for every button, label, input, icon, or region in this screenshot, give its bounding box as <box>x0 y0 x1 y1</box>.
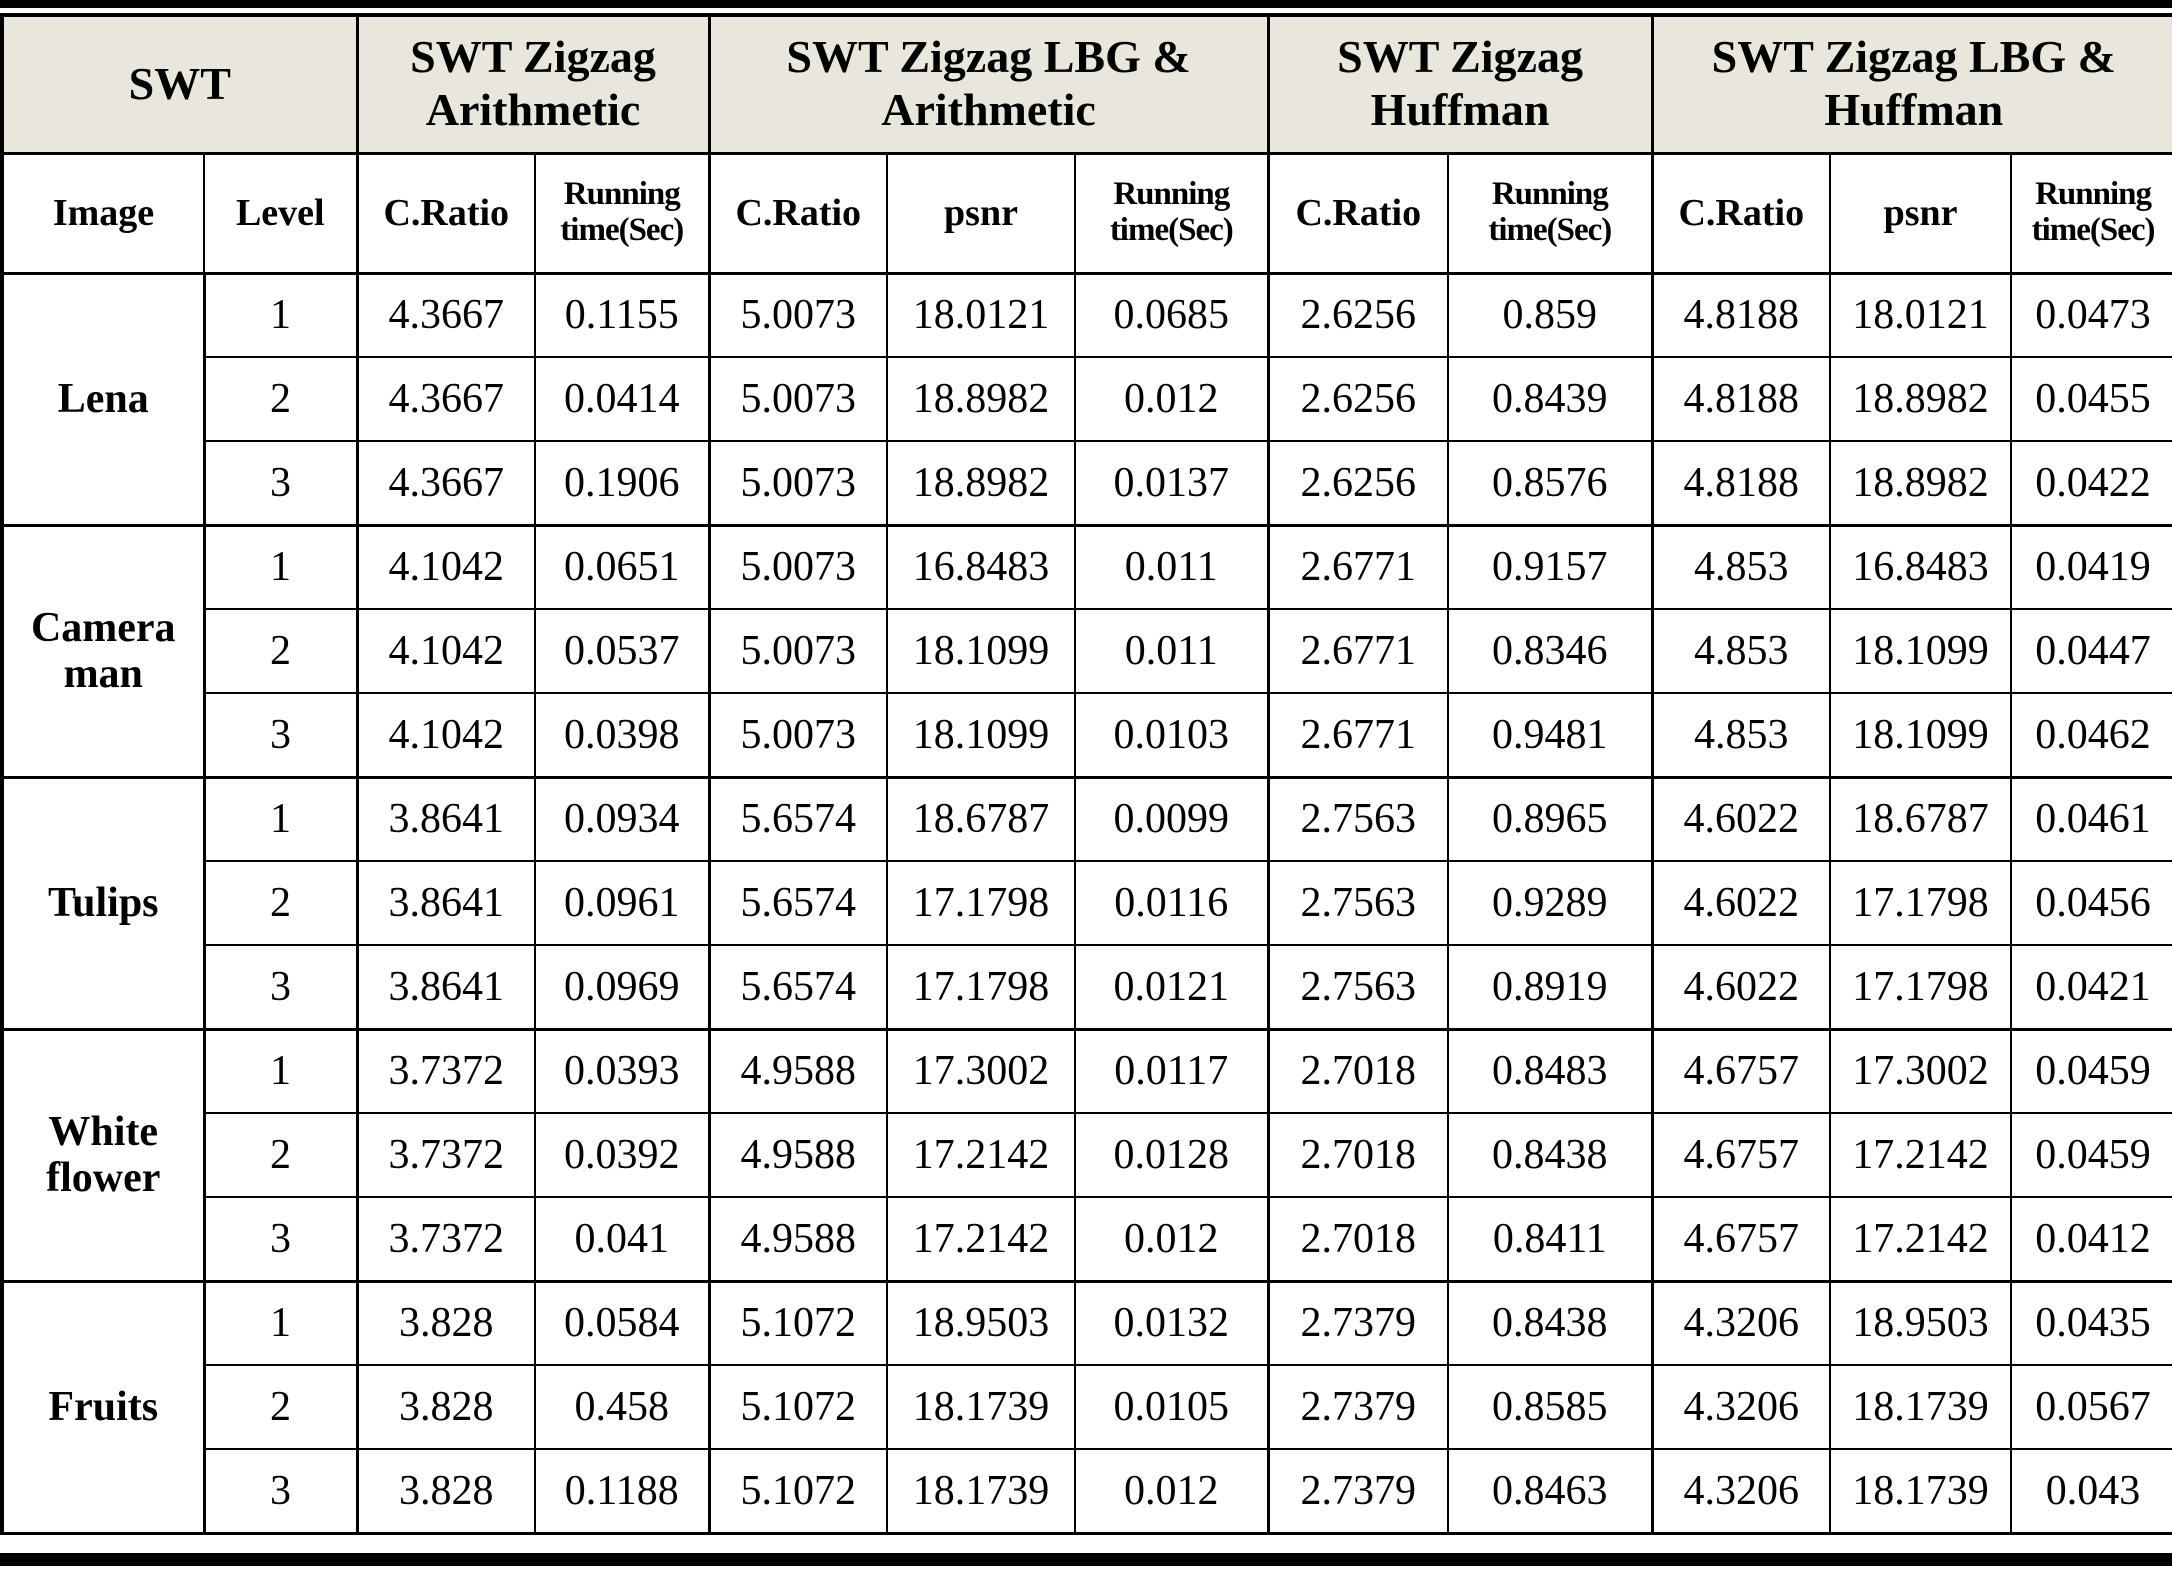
value-cell: 0.8483 <box>1448 1029 1652 1113</box>
table-header <box>2 15 2172 273</box>
level-cell: 3 <box>204 945 357 1029</box>
level-cell: 3 <box>204 441 357 525</box>
image-name-cell: Camera man <box>2 525 204 777</box>
value-cell: 0.0961 <box>535 861 709 945</box>
value-cell: 4.6757 <box>1652 1029 1830 1113</box>
value-cell: 0.0132 <box>1075 1281 1268 1365</box>
column-header: psnr <box>887 153 1075 273</box>
value-cell: 0.0934 <box>535 777 709 861</box>
value-cell: 0.0459 <box>2011 1113 2172 1197</box>
value-cell: 4.3667 <box>357 441 535 525</box>
value-cell: 2.7018 <box>1268 1113 1448 1197</box>
table-row <box>2 777 2172 861</box>
value-cell: 5.6574 <box>709 777 887 861</box>
value-cell: 18.1739 <box>1830 1449 2011 1533</box>
value-cell: 4.6757 <box>1652 1113 1830 1197</box>
image-name-cell: Lena <box>2 273 204 525</box>
level-cell: 2 <box>204 1365 357 1449</box>
value-cell: 18.0121 <box>1830 273 2011 357</box>
value-cell: 0.0137 <box>1075 441 1268 525</box>
value-cell: 0.012 <box>1075 1449 1268 1533</box>
column-header: C.Ratio <box>1652 153 1830 273</box>
value-cell: 0.0422 <box>2011 441 2172 525</box>
value-cell: 2.6771 <box>1268 693 1448 777</box>
table-row <box>2 861 2172 945</box>
group-header: SWT Zigzag Arithmetic <box>357 15 709 153</box>
value-cell: 2.7563 <box>1268 777 1448 861</box>
value-cell: 0.0537 <box>535 609 709 693</box>
table-row <box>2 273 2172 357</box>
value-cell: 4.853 <box>1652 693 1830 777</box>
table-row <box>2 1281 2172 1365</box>
value-cell: 2.6256 <box>1268 357 1448 441</box>
value-cell: 0.8585 <box>1448 1365 1652 1449</box>
value-cell: 2.7379 <box>1268 1449 1448 1533</box>
value-cell: 0.012 <box>1075 357 1268 441</box>
table-row <box>2 1113 2172 1197</box>
value-cell: 5.1072 <box>709 1449 887 1533</box>
results-table <box>0 13 2172 1535</box>
column-header: C.Ratio <box>357 153 535 273</box>
value-cell: 4.3667 <box>357 273 535 357</box>
value-cell: 0.1906 <box>535 441 709 525</box>
value-cell: 16.8483 <box>1830 525 2011 609</box>
value-cell: 0.8346 <box>1448 609 1652 693</box>
value-cell: 17.1798 <box>1830 945 2011 1029</box>
value-cell: 5.0073 <box>709 609 887 693</box>
value-cell: 2.7018 <box>1268 1197 1448 1281</box>
value-cell: 4.1042 <box>357 525 535 609</box>
value-cell: 3.7372 <box>357 1197 535 1281</box>
value-cell: 0.0461 <box>2011 777 2172 861</box>
column-header: Running time(Sec) <box>2011 153 2172 273</box>
value-cell: 2.7563 <box>1268 861 1448 945</box>
level-cell: 1 <box>204 1029 357 1113</box>
value-cell: 17.3002 <box>887 1029 1075 1113</box>
value-cell: 17.2142 <box>887 1113 1075 1197</box>
table-row <box>2 525 2172 609</box>
value-cell: 0.0398 <box>535 693 709 777</box>
value-cell: 0.0567 <box>2011 1365 2172 1449</box>
value-cell: 5.0073 <box>709 273 887 357</box>
value-cell: 0.458 <box>535 1365 709 1449</box>
value-cell: 4.6022 <box>1652 861 1830 945</box>
column-header: psnr <box>1830 153 2011 273</box>
value-cell: 4.6022 <box>1652 945 1830 1029</box>
value-cell: 0.0447 <box>2011 609 2172 693</box>
value-cell: 17.3002 <box>1830 1029 2011 1113</box>
value-cell: 0.0419 <box>2011 525 2172 609</box>
level-cell: 2 <box>204 861 357 945</box>
value-cell: 17.2142 <box>1830 1113 2011 1197</box>
value-cell: 18.8982 <box>1830 357 2011 441</box>
value-cell: 0.0456 <box>2011 861 2172 945</box>
table-row <box>2 1197 2172 1281</box>
value-cell: 0.0685 <box>1075 273 1268 357</box>
value-cell: 5.0073 <box>709 693 887 777</box>
value-cell: 3.828 <box>357 1281 535 1365</box>
level-cell: 3 <box>204 1449 357 1533</box>
value-cell: 4.3667 <box>357 357 535 441</box>
value-cell: 2.7563 <box>1268 945 1448 1029</box>
table-row <box>2 945 2172 1029</box>
level-cell: 3 <box>204 693 357 777</box>
value-cell: 4.853 <box>1652 609 1830 693</box>
image-name-cell: Fruits <box>2 1281 204 1533</box>
value-cell: 2.7379 <box>1268 1365 1448 1449</box>
value-cell: 3.828 <box>357 1365 535 1449</box>
column-header: Image <box>2 153 204 273</box>
image-name-cell: White flower <box>2 1029 204 1281</box>
value-cell: 4.9588 <box>709 1029 887 1113</box>
level-cell: 1 <box>204 273 357 357</box>
value-cell: 17.1798 <box>1830 861 2011 945</box>
value-cell: 2.6771 <box>1268 525 1448 609</box>
value-cell: 0.8438 <box>1448 1113 1652 1197</box>
value-cell: 0.9481 <box>1448 693 1652 777</box>
value-cell: 0.0473 <box>2011 273 2172 357</box>
value-cell: 5.6574 <box>709 945 887 1029</box>
value-cell: 5.0073 <box>709 525 887 609</box>
table-row <box>2 693 2172 777</box>
value-cell: 0.0455 <box>2011 357 2172 441</box>
level-cell: 1 <box>204 1281 357 1365</box>
value-cell: 18.1099 <box>1830 693 2011 777</box>
value-cell: 0.0392 <box>535 1113 709 1197</box>
value-cell: 0.8411 <box>1448 1197 1652 1281</box>
value-cell: 17.1798 <box>887 861 1075 945</box>
value-cell: 2.6771 <box>1268 609 1448 693</box>
value-cell: 0.0128 <box>1075 1113 1268 1197</box>
column-header: Level <box>204 153 357 273</box>
bottom-rule <box>0 1553 2172 1566</box>
table-row <box>2 357 2172 441</box>
level-cell: 2 <box>204 357 357 441</box>
results-table-wrap <box>0 13 2172 1535</box>
value-cell: 3.7372 <box>357 1113 535 1197</box>
value-cell: 17.2142 <box>887 1197 1075 1281</box>
value-cell: 2.6256 <box>1268 273 1448 357</box>
value-cell: 0.0393 <box>535 1029 709 1113</box>
value-cell: 4.8188 <box>1652 273 1830 357</box>
column-header: C.Ratio <box>709 153 887 273</box>
column-header: C.Ratio <box>1268 153 1448 273</box>
value-cell: 17.1798 <box>887 945 1075 1029</box>
column-header: Running time(Sec) <box>535 153 709 273</box>
value-cell: 0.0116 <box>1075 861 1268 945</box>
value-cell: 0.012 <box>1075 1197 1268 1281</box>
value-cell: 18.6787 <box>1830 777 2011 861</box>
value-cell: 0.8965 <box>1448 777 1652 861</box>
value-cell: 4.9588 <box>709 1113 887 1197</box>
value-cell: 0.0462 <box>2011 693 2172 777</box>
value-cell: 0.8919 <box>1448 945 1652 1029</box>
value-cell: 0.859 <box>1448 273 1652 357</box>
value-cell: 18.8982 <box>887 441 1075 525</box>
table-row <box>2 1449 2172 1533</box>
level-cell: 2 <box>204 609 357 693</box>
value-cell: 0.0651 <box>535 525 709 609</box>
value-cell: 18.1099 <box>887 609 1075 693</box>
table-row <box>2 441 2172 525</box>
level-cell: 2 <box>204 1113 357 1197</box>
value-cell: 17.2142 <box>1830 1197 2011 1281</box>
value-cell: 2.7379 <box>1268 1281 1448 1365</box>
value-cell: 4.3206 <box>1652 1365 1830 1449</box>
value-cell: 18.1739 <box>1830 1365 2011 1449</box>
value-cell: 3.7372 <box>357 1029 535 1113</box>
value-cell: 18.8982 <box>1830 441 2011 525</box>
value-cell: 4.6022 <box>1652 777 1830 861</box>
table-row <box>2 1365 2172 1449</box>
value-cell: 4.1042 <box>357 693 535 777</box>
group-header: SWT Zigzag LBG & Huffman <box>1652 15 2172 153</box>
group-header: SWT Zigzag LBG & Arithmetic <box>709 15 1268 153</box>
top-rule <box>0 0 2172 8</box>
value-cell: 0.8439 <box>1448 357 1652 441</box>
table-row <box>2 1029 2172 1113</box>
image-name-cell: Tulips <box>2 777 204 1029</box>
value-cell: 18.6787 <box>887 777 1075 861</box>
value-cell: 0.0099 <box>1075 777 1268 861</box>
value-cell: 3.8641 <box>357 861 535 945</box>
value-cell: 0.0414 <box>535 357 709 441</box>
value-cell: 0.0459 <box>2011 1029 2172 1113</box>
table-row <box>2 609 2172 693</box>
value-cell: 4.6757 <box>1652 1197 1830 1281</box>
column-header: Running time(Sec) <box>1448 153 1652 273</box>
value-cell: 0.8438 <box>1448 1281 1652 1365</box>
value-cell: 4.8188 <box>1652 357 1830 441</box>
value-cell: 5.0073 <box>709 357 887 441</box>
value-cell: 0.0103 <box>1075 693 1268 777</box>
value-cell: 2.6256 <box>1268 441 1448 525</box>
value-cell: 0.0421 <box>2011 945 2172 1029</box>
value-cell: 18.9503 <box>1830 1281 2011 1365</box>
value-cell: 2.7018 <box>1268 1029 1448 1113</box>
value-cell: 0.011 <box>1075 609 1268 693</box>
level-cell: 3 <box>204 1197 357 1281</box>
value-cell: 0.0121 <box>1075 945 1268 1029</box>
value-cell: 3.828 <box>357 1449 535 1533</box>
value-cell: 4.8188 <box>1652 441 1830 525</box>
value-cell: 5.6574 <box>709 861 887 945</box>
value-cell: 4.3206 <box>1652 1449 1830 1533</box>
value-cell: 0.9157 <box>1448 525 1652 609</box>
level-cell: 1 <box>204 525 357 609</box>
value-cell: 18.9503 <box>887 1281 1075 1365</box>
value-cell: 0.0435 <box>2011 1281 2172 1365</box>
value-cell: 0.9289 <box>1448 861 1652 945</box>
value-cell: 18.1739 <box>887 1449 1075 1533</box>
value-cell: 0.0412 <box>2011 1197 2172 1281</box>
value-cell: 0.8463 <box>1448 1449 1652 1533</box>
value-cell: 18.8982 <box>887 357 1075 441</box>
group-header: SWT <box>2 15 357 153</box>
value-cell: 3.8641 <box>357 777 535 861</box>
value-cell: 4.1042 <box>357 609 535 693</box>
value-cell: 4.3206 <box>1652 1281 1830 1365</box>
value-cell: 0.0117 <box>1075 1029 1268 1113</box>
value-cell: 4.853 <box>1652 525 1830 609</box>
level-cell: 1 <box>204 777 357 861</box>
value-cell: 0.0105 <box>1075 1365 1268 1449</box>
column-header: Running time(Sec) <box>1075 153 1268 273</box>
value-cell: 0.0584 <box>535 1281 709 1365</box>
value-cell: 18.0121 <box>887 273 1075 357</box>
value-cell: 0.011 <box>1075 525 1268 609</box>
value-cell: 5.0073 <box>709 441 887 525</box>
value-cell: 4.9588 <box>709 1197 887 1281</box>
table-body <box>2 273 2172 1533</box>
value-cell: 18.1099 <box>1830 609 2011 693</box>
value-cell: 16.8483 <box>887 525 1075 609</box>
value-cell: 0.1188 <box>535 1449 709 1533</box>
value-cell: 3.8641 <box>357 945 535 1029</box>
value-cell: 0.041 <box>535 1197 709 1281</box>
value-cell: 0.1155 <box>535 273 709 357</box>
group-header: SWT Zigzag Huffman <box>1268 15 1652 153</box>
value-cell: 5.1072 <box>709 1365 887 1449</box>
value-cell: 0.043 <box>2011 1449 2172 1533</box>
value-cell: 0.8576 <box>1448 441 1652 525</box>
value-cell: 0.0969 <box>535 945 709 1029</box>
value-cell: 18.1739 <box>887 1365 1075 1449</box>
value-cell: 5.1072 <box>709 1281 887 1365</box>
value-cell: 18.1099 <box>887 693 1075 777</box>
